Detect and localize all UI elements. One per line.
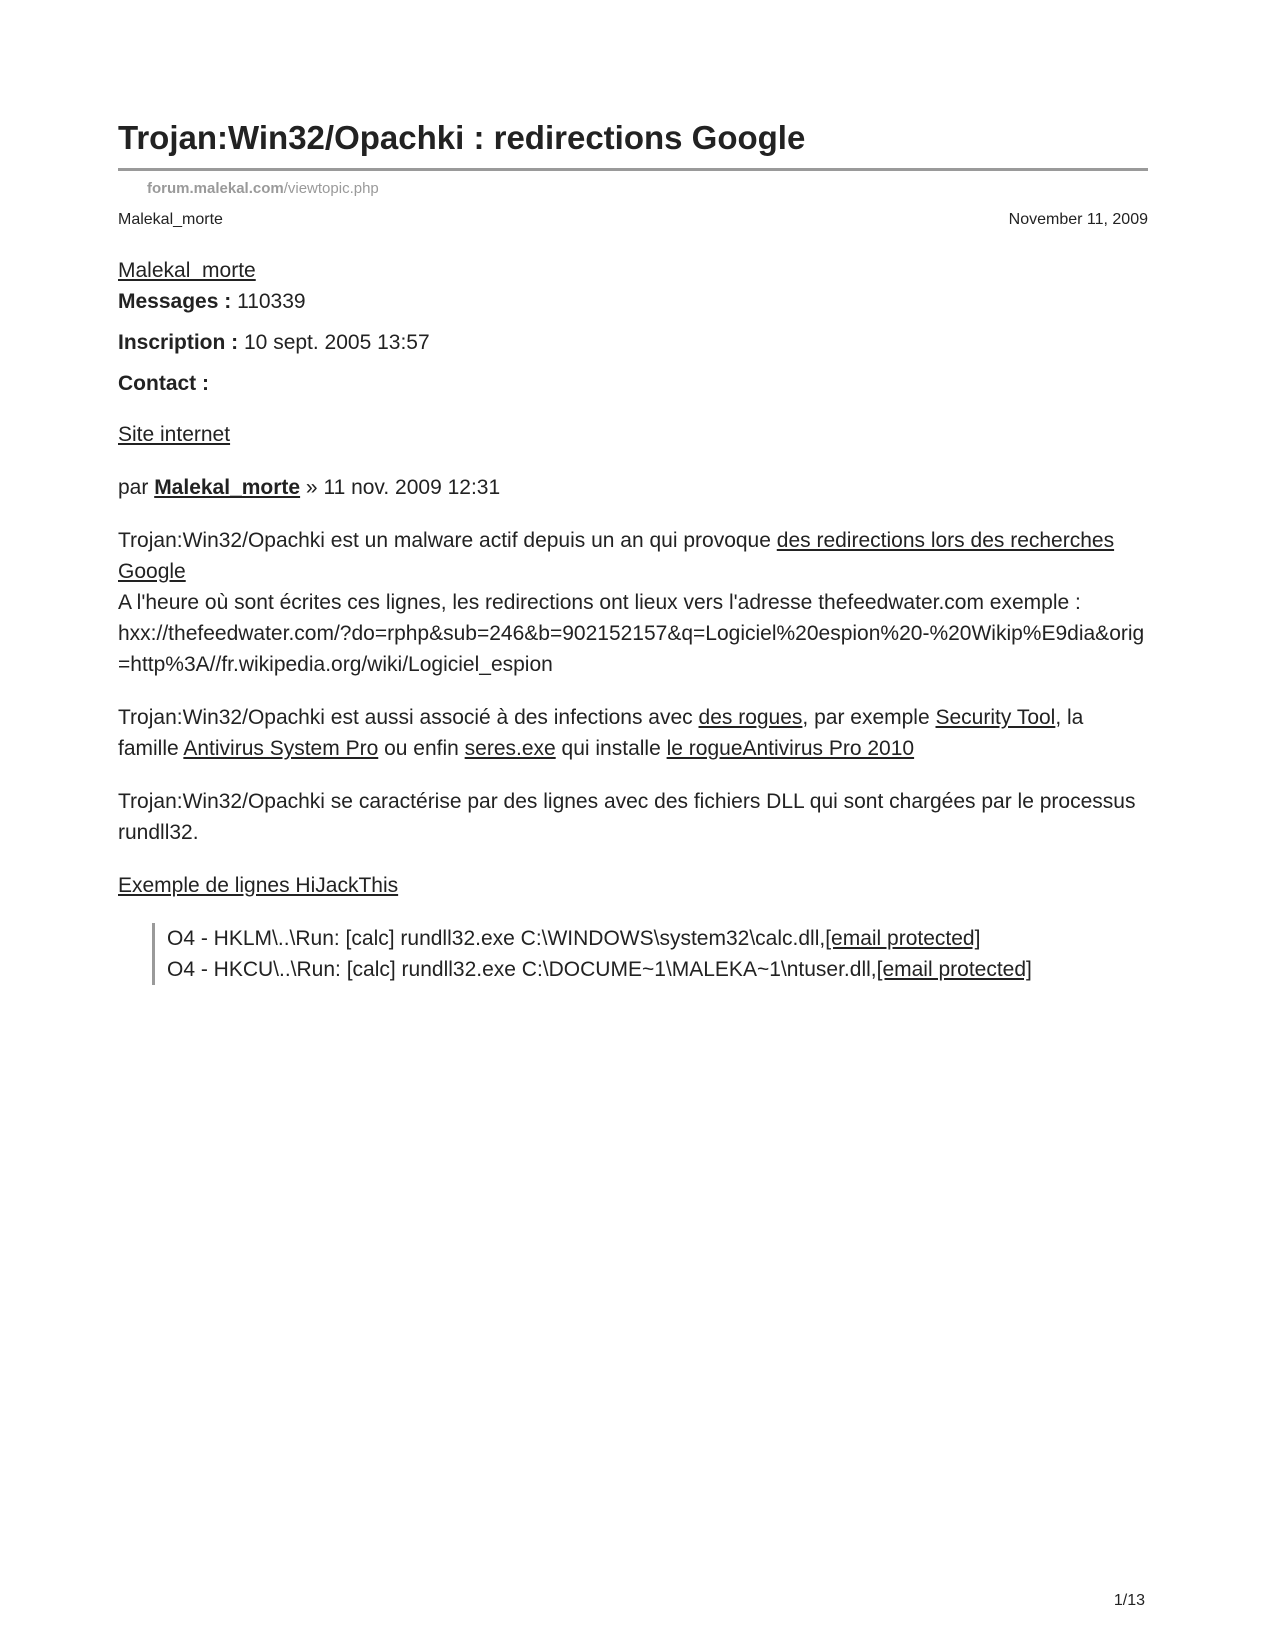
site-link-paragraph — [118, 419, 1148, 450]
security-tool-link[interactable]: Security Tool — [935, 705, 1056, 729]
redirections-link[interactable]: des redirections lors des recherches Google — [118, 528, 1115, 583]
p1-line2: A l'heure où sont écrites ces lignes, les redirections ont lieux vers l'adresse thefeedwater.com exemple : — [118, 590, 1081, 614]
rogues-link[interactable]: des rogues — [698, 705, 803, 729]
byline-author-link[interactable]: Malekal_morte — [154, 475, 301, 499]
source-url — [147, 180, 1148, 197]
inscription-value: 10 sept. 2005 13:57 — [238, 330, 430, 354]
paragraph-1 — [118, 525, 1148, 680]
p2-text2: , par exemple — [802, 705, 936, 729]
hjt-line-2 — [167, 954, 1148, 985]
author-name: Malekal_morte — [118, 210, 223, 228]
source-domain: forum.malekal.com — [147, 179, 284, 197]
hijackthis-example-link[interactable]: Exemple de lignes HiJackThis — [118, 873, 399, 897]
profile-contact — [118, 368, 1148, 399]
hjt-line-2-text: O4 - HKCU\..\Run: [calc] rundll32.exe C:\DOCUME~1\MALEKA~1\ntuser.dll, — [167, 957, 877, 981]
hjt-line-1-text: O4 - HKLM\..\Run: [calc] rundll32.exe C:\WINDOWS\system32\calc.dll, — [167, 926, 826, 950]
byline-datetime: » 11 nov. 2009 12:31 — [300, 475, 501, 499]
profile-inscription — [118, 327, 1148, 358]
source-path: /viewtopic.php — [283, 179, 379, 197]
meta-row — [118, 211, 1148, 229]
example-paragraph — [118, 870, 1148, 901]
email-protected-link-1[interactable]: [email protected] — [825, 926, 981, 950]
profile-messages — [118, 286, 1148, 317]
p2-text4: ou enfin — [378, 736, 465, 760]
rogue-antivirus-pro-link[interactable]: le rogueAntivirus Pro 2010 — [666, 736, 915, 760]
p1-url: hxx://thefeedwater.com/?do=rphp&sub=246&b=902152157&q=Logiciel%20espion%20-%20Wikip%E9dia&orig=http%3A//fr.wikipedia.org/wiki/Logiciel_espion — [118, 621, 1145, 676]
p1-text: Trojan:Win32/Opachki est un malware actif depuis un an qui provoque — [118, 528, 777, 552]
seres-exe-link[interactable]: seres.exe — [464, 736, 556, 760]
profile-username — [118, 255, 1148, 286]
antivirus-system-pro-link[interactable]: Antivirus System Pro — [183, 736, 379, 760]
hjt-line-1 — [167, 923, 1148, 954]
paragraph-2 — [118, 702, 1148, 764]
messages-label: Messages : — [118, 289, 232, 313]
p2-text5: qui installe — [555, 736, 667, 760]
document-page — [118, 118, 1148, 985]
publish-date: November 11, 2009 — [1008, 210, 1148, 228]
hijackthis-quote — [152, 923, 1148, 985]
messages-value: 110339 — [231, 289, 306, 313]
inscription-label: Inscription : — [118, 330, 239, 354]
paragraph-3: Trojan:Win32/Opachki se caractérise par des lignes avec des fichiers DLL qui sont chargées par le processus rundll32. — [118, 789, 1136, 844]
page-title: Trojan:Win32/Opachki : redirections Google — [118, 118, 1148, 171]
email-protected-link-2[interactable]: [email protected] — [876, 957, 1032, 981]
byline-par: par — [118, 475, 155, 499]
p2-text1: Trojan:Win32/Opachki est aussi associé à des infections avec — [118, 705, 699, 729]
p2-text3: , la famille — [118, 705, 1084, 760]
page-number: 1/13 — [1113, 1592, 1145, 1609]
contact-label: Contact : — [118, 371, 209, 395]
profile-block — [118, 255, 1148, 399]
profile-username-link[interactable]: Malekal_morte — [118, 258, 256, 282]
site-internet-link[interactable]: Site internet — [118, 422, 231, 446]
post-content — [118, 255, 1148, 985]
post-byline — [118, 472, 1148, 503]
